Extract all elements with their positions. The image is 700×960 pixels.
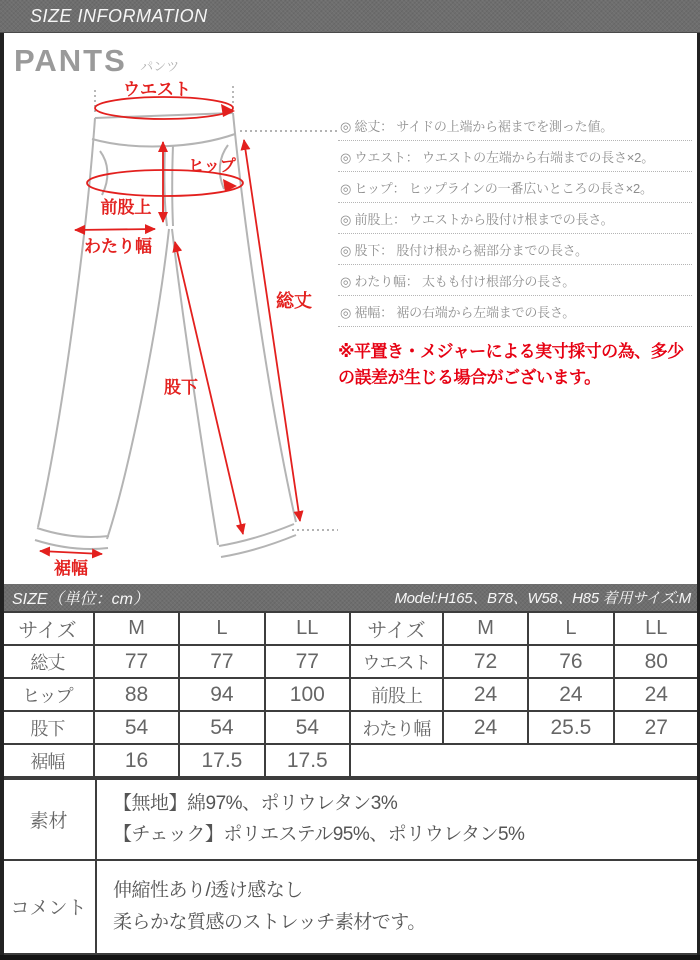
material-label: 素材 — [1, 779, 96, 860]
measurement-warning: ※平置き・メジャーによる実寸採寸の為、多少の誤差が生じる場合がございます。 — [338, 342, 684, 387]
size-cell: 72 — [443, 645, 528, 678]
material-row — [1, 779, 699, 860]
measurement-definitions — [338, 110, 692, 390]
definition-item: ◎ ウエスト： ウエストの左端から右端までの長さ×2。 — [338, 141, 692, 172]
front-rise-label: 前股上 — [100, 198, 152, 217]
size-cell: 16 — [94, 744, 179, 777]
definition-item: ◎ わたり幅： 太もも付け根部分の長さ。 — [338, 265, 692, 296]
size-row-label: 股下 — [1, 711, 94, 744]
size-cell: 54 — [94, 711, 179, 744]
size-cell: 77 — [179, 645, 264, 678]
size-row-label: 前股上 — [350, 678, 443, 711]
size-cell: 100 — [265, 678, 350, 711]
definition-item: ◎ 股下： 股付け根から裾部分までの長さ。 — [338, 234, 692, 265]
size-table-row — [1, 645, 699, 678]
size-header-cell: M — [443, 612, 528, 645]
product-title: PANTS — [14, 43, 127, 78]
size-cell-empty — [350, 744, 699, 777]
size-header-cell: LL — [265, 612, 350, 645]
size-cell: 80 — [614, 645, 699, 678]
definition-item: ◎ 総丈： サイドの上端から裾までを測った値。 — [338, 110, 692, 141]
definition-list — [338, 110, 692, 327]
size-cell: 24 — [443, 678, 528, 711]
size-cell: 17.5 — [265, 744, 350, 777]
size-row-label: ウエスト — [350, 645, 443, 678]
size-cell: 25.5 — [528, 711, 613, 744]
size-row-label: わたり幅 — [350, 711, 443, 744]
size-cell: 77 — [94, 645, 179, 678]
comment-line: 伸縮性あり/透け感なし — [113, 880, 303, 902]
size-header-cell: M — [94, 612, 179, 645]
inseam-label: 股下 — [164, 378, 198, 397]
frame-bottom-edge — [0, 955, 700, 960]
size-information-title: SIZE INFORMATION — [30, 6, 208, 26]
size-cell: 88 — [94, 678, 179, 711]
hem-width-label: 裾幅 — [54, 559, 88, 578]
size-header-cell: サイズ — [350, 612, 443, 645]
total-length-label: 総丈 — [276, 291, 312, 311]
size-unit-bar — [0, 584, 700, 611]
size-table-row — [1, 711, 699, 744]
frame-left-edge — [0, 33, 4, 960]
comment-value — [96, 860, 699, 954]
material-line: 【チェック】ポリエステル95%、ポリウレタン5% — [113, 824, 525, 846]
size-header-cell: サイズ — [1, 612, 94, 645]
size-table — [0, 611, 700, 778]
size-cell: 27 — [614, 711, 699, 744]
size-information-bar — [0, 0, 700, 33]
info-table — [0, 778, 700, 955]
definition-item: ◎ ヒップ： ヒップラインの一番広いところの長さ×2。 — [338, 172, 692, 203]
size-header-cell: L — [528, 612, 613, 645]
size-header-cell: LL — [614, 612, 699, 645]
size-table-row — [1, 678, 699, 711]
diagram-section — [0, 78, 700, 584]
size-table-row — [1, 744, 699, 777]
model-info: Model:H165、B78、W58、H85 着用サイズ:M — [394, 590, 691, 607]
size-cell: 54 — [265, 711, 350, 744]
size-cell: 17.5 — [179, 744, 264, 777]
hip-label: ヒップ — [188, 158, 236, 175]
size-cell: 24 — [443, 711, 528, 744]
size-cell: 24 — [614, 678, 699, 711]
size-cell: 94 — [179, 678, 264, 711]
size-cell: 77 — [265, 645, 350, 678]
definition-item: ◎ 裾幅： 裾の右端から左端までの長さ。 — [338, 296, 692, 327]
material-value — [96, 779, 699, 860]
size-table-header-row — [1, 612, 699, 645]
size-row-label: ヒップ — [1, 678, 94, 711]
size-cell: 54 — [179, 711, 264, 744]
definition-item: ◎ 前股上： ウエストから股付け根までの長さ。 — [338, 203, 692, 234]
ellipse-arrowheads — [221, 104, 237, 192]
comment-row — [1, 860, 699, 954]
waist-label: ウエスト — [123, 80, 191, 99]
size-row-label: 裾幅 — [1, 744, 94, 777]
pants-diagram — [5, 78, 340, 584]
thigh-width-label: わたり幅 — [84, 237, 152, 256]
size-unit-label: SIZE（単位：cm） — [12, 591, 149, 608]
comment-line: 柔らかな質感のストレッチ素材です。 — [113, 911, 426, 933]
comment-label: コメント — [1, 860, 96, 954]
pants-outline — [35, 113, 296, 557]
size-cell: 24 — [528, 678, 613, 711]
size-header-cell: L — [179, 612, 264, 645]
product-title-kana: パンツ — [140, 59, 180, 74]
material-line: 【無地】綿97%、ポリウレタン3% — [113, 793, 398, 814]
size-cell: 76 — [528, 645, 613, 678]
size-row-label: 総丈 — [1, 645, 94, 678]
product-title-row — [0, 33, 700, 78]
